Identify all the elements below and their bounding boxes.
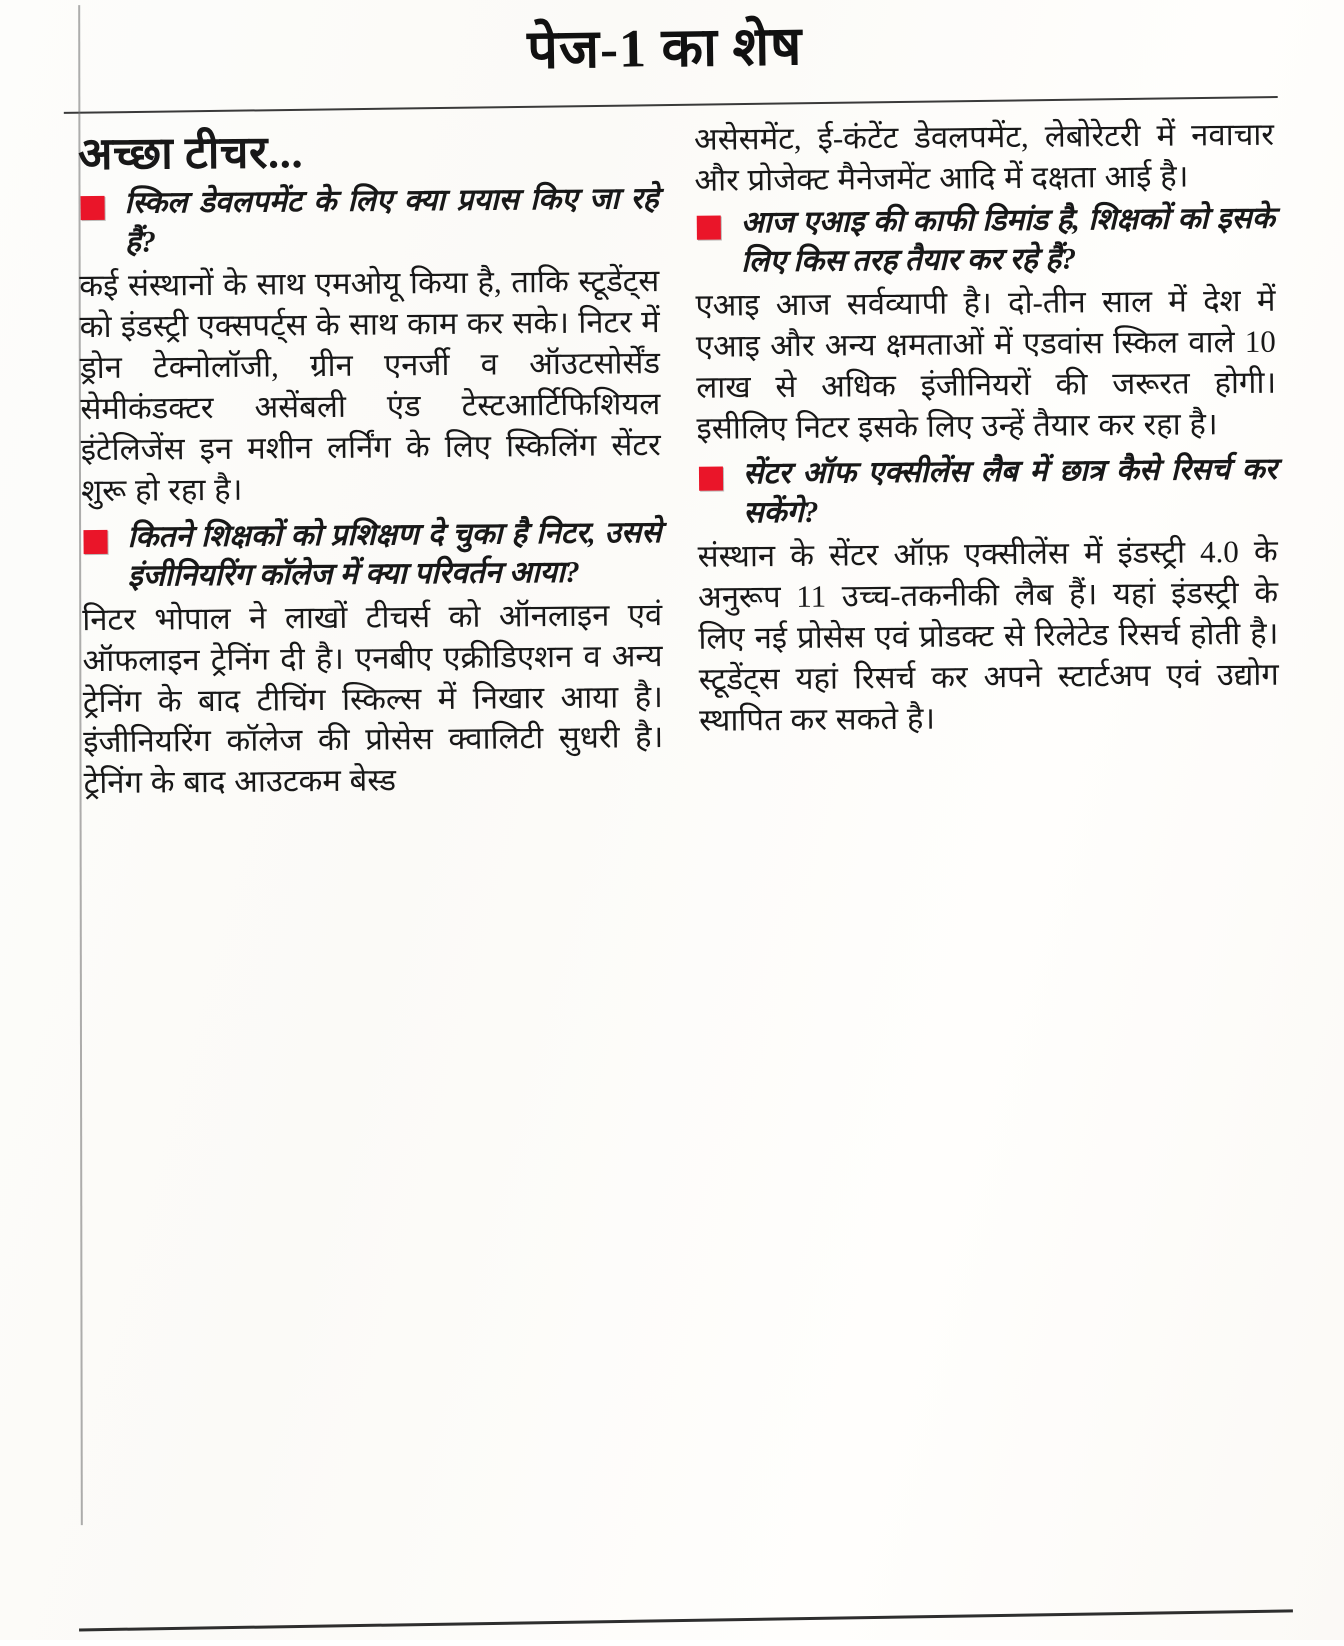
page-headline: पेज-1 का शेष <box>527 16 804 80</box>
qa-block <box>78 179 661 511</box>
article-kicker: अच्छा टीचर... <box>77 127 304 180</box>
interview-answer: संस्थान के सेंटर ऑफ़ एक्सीलेंस में इंडस्ट्री 4.0 के अनुरूप 11 उच्च-तकनीकी लैब हैं। यहां इंडस्ट्री के लिए नई प्रोसेस एवं प्रोडक्ट से रिलेटेड रिसर्च होती है। स्टूडेंट्स यहां रिसर्च कर अपने स्टार्टअप एवं उद्योग स्थापित कर सकते है। <box>697 534 1279 738</box>
interview-question <box>695 199 1276 282</box>
qa-block <box>695 199 1277 450</box>
square-bullet-icon <box>83 530 107 554</box>
interview-answer: निटर भोपाल ने लाखों टीचर्स को ऑनलाइन एवं ऑफलाइन ट्रेनिंग दी है। एनबीए एक्रीडिएशन व अन्य ट्रेनिंग के बाद टीचिंग स्किल्स में निखार आया है। इंजीनियरिंग कॉलेज की प्रोसेस क्वालिटी सुधरी है। ट्रेनिंग के बाद आउटकम बेस्ड <box>82 596 664 801</box>
masthead <box>0 2 1338 88</box>
square-bullet-icon <box>81 196 105 220</box>
interview-question <box>81 513 662 596</box>
interview-answer: एआइ आज सर्वव्यापी है। दो-तीन साल में देश में एआइ और अन्य क्षमताओं में एडवांस स्किल वाले 10 लाख से अधिक इंजीनियरों की जरूरत होगी। इसीलिए निटर इसके लिए उन्हें तैयार कर रहा है। <box>695 282 1277 446</box>
question-text: सेंटर ऑफ एक्सीलेंस लैब में छात्र कैसे रिसर्च कर सकेंगे? <box>742 453 1278 530</box>
interview-question <box>697 450 1278 533</box>
question-text: आज एआइ की काफी डिमांड है, शिक्षकों को इसके लिए किस तरह तैयार कर रहे हैं? <box>740 201 1275 279</box>
top-divider-rule <box>64 96 1278 114</box>
interview-question <box>78 179 659 262</box>
question-text: कितने शिक्षकों को प्रशिक्षण दे चुका है निटर, उससे इंजीनियरिंग कॉलेज में क्या परिवर्तन आया? <box>127 515 662 593</box>
continued-answer-text: असेसमेंट, ई-कंटेंट डेवलपमेंट, लेबोरेटरी में नवाचार और प्रोजेक्ट मैनेजमेंट आदि में दक्षता आई है। <box>693 116 1275 198</box>
right-column <box>694 115 1287 1604</box>
square-bullet-icon <box>699 467 723 491</box>
qa-block <box>697 450 1279 742</box>
square-bullet-icon <box>697 215 721 239</box>
article-columns <box>78 115 1291 1609</box>
left-column <box>78 120 671 1609</box>
interview-answer: कई संस्थानों के साथ एमओयू किया है, ताकि स्टूडेंट्स को इंडस्ट्री एक्सपर्ट्स के साथ काम कर सके। निटर में ड्रोन टेक्नोलॉजी, ग्रीन एनर्जी व ऑउटसोर्सेंड सेमीकंडक्टर असेंबली एंड टेस्टआर्टिफिशियल इंटेलिजेंस इन मशीन लर्निंग के लिए स्किलिंग सेंटर शुरू हो रहा है। <box>79 263 661 508</box>
qa-block <box>81 513 663 805</box>
bottom-divider-rule <box>79 1609 1293 1631</box>
question-text: स्किल डेवलपमेंट के लिए क्या प्रयास किए जा रहे हैं? <box>124 182 659 260</box>
